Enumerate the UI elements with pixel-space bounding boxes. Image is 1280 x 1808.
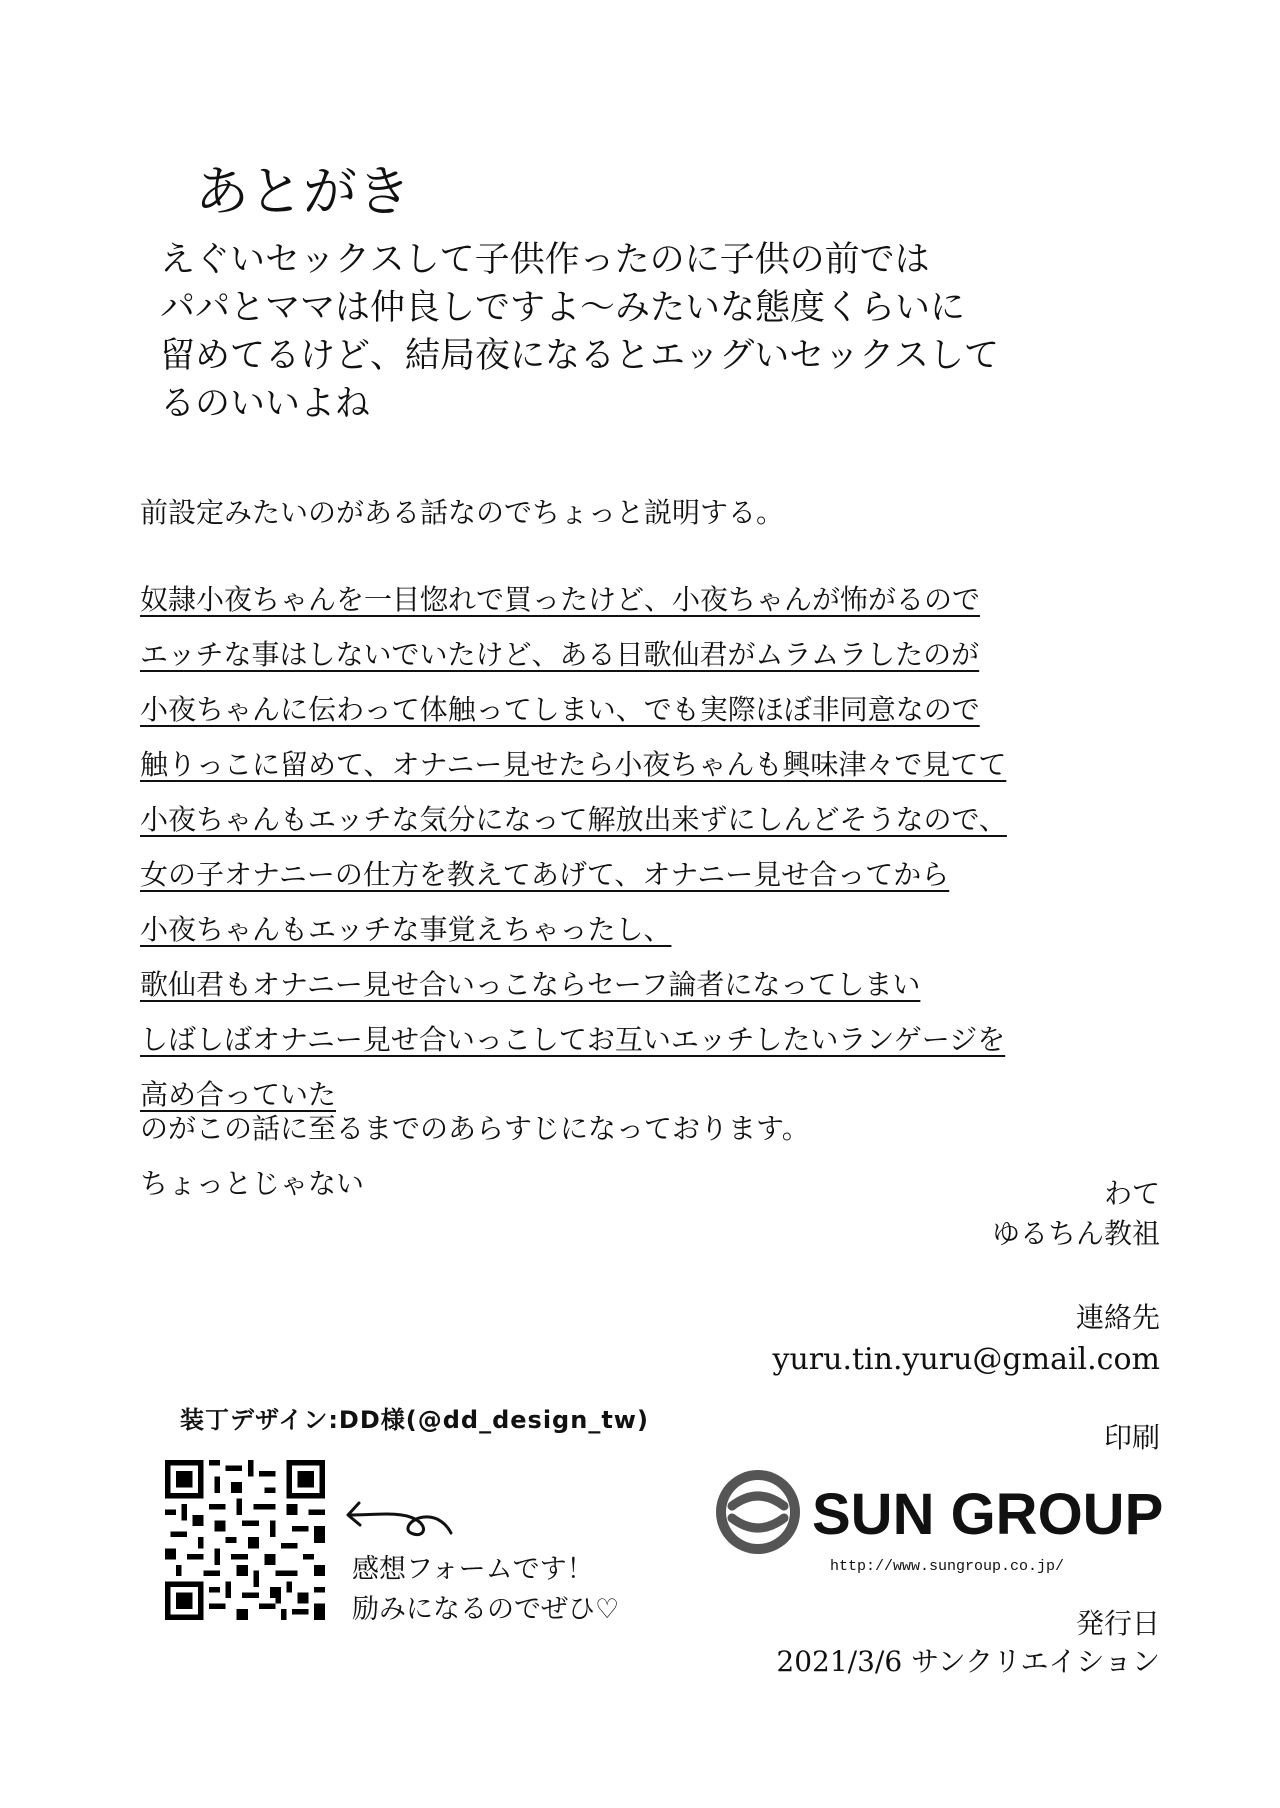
intro-paragraph xyxy=(160,236,999,428)
story-line: エッチな事はしないでいたけど、ある日歌仙君がムラムラしたのが xyxy=(140,638,980,671)
author-line-1: わて xyxy=(1103,1177,1160,1210)
publish-date-label: 発行日 xyxy=(1075,1607,1160,1640)
intro-line: パパとママは仲良しですよ〜みたいな態度くらいに xyxy=(160,288,966,328)
story-line: 触りっこに留めて、オナニー見せたら小夜ちゃんも興味津々で見てて xyxy=(140,748,1007,781)
printer-url[interactable]: http://www.sungroup.co.jp/ xyxy=(830,1558,1065,1575)
story-paragraph xyxy=(140,578,1007,1128)
feedback-form-note xyxy=(352,1550,619,1630)
closing-line: ちょっとじゃない xyxy=(140,1167,365,1200)
closing-line: のがこの話に至るまでのあらすじになっております。 xyxy=(140,1112,810,1145)
story-line: 奴隷小夜ちゃんを一目惚れで買ったけど、小夜ちゃんが怖がるので xyxy=(140,583,981,616)
story-line: 小夜ちゃんもエッチな事覚えちゃったし、 xyxy=(140,913,672,946)
intro-line: えぐいセックスして子供作ったのに子供の前では xyxy=(160,240,930,280)
story-line: 小夜ちゃんに伝わって体触ってしまい、でも実際ほぼ非同意なので xyxy=(140,693,980,726)
sun-group-logo-text: SUN GROUP xyxy=(812,1482,1164,1547)
story-line: 高め合っていた xyxy=(140,1078,337,1111)
story-line: 女の子オナニーの仕方を教えてあげて、オナニー見せ合ってから xyxy=(140,858,950,891)
publish-date-value: 2021/3/6 サンクリエイション xyxy=(776,1645,1160,1678)
sun-group-logo-icon xyxy=(712,1462,1172,1580)
story-line: 小夜ちゃんもエッチな気分になって解放出来ずにしんどそうなので、 xyxy=(140,803,1007,836)
intro-line: るのいいよね xyxy=(160,384,371,424)
intro-line: 留めてるけど、結局夜になるとエッグいセックスして xyxy=(160,336,999,376)
closing-paragraph xyxy=(140,1107,810,1217)
lead-sentence: 前設定みたいのがある話なのでちょっと説明する。 xyxy=(140,496,785,529)
contact-label: 連絡先 xyxy=(1075,1301,1160,1334)
curly-arrow-icon xyxy=(345,1493,455,1543)
design-credit: 装丁デザイン:DD様(@dd_design_tw) xyxy=(180,1406,649,1434)
contact-email[interactable]: yuru.tin.yuru@gmail.com xyxy=(772,1342,1160,1377)
qr-code-icon[interactable] xyxy=(165,1460,325,1620)
story-line: 歌仙君もオナニー見せ合いっこならセーフ論者になってしまい xyxy=(140,968,921,1001)
story-line: しばしばオナニー見せ合いっこしてお互いエッチしたいランゲージを xyxy=(140,1023,1006,1056)
form-line: 励みになるのでぜひ♡ xyxy=(352,1594,620,1625)
printer-label: 印刷 xyxy=(1103,1421,1160,1454)
form-line: 感想フォームです！ xyxy=(352,1554,594,1585)
page-title: あとがき xyxy=(195,160,411,223)
author-name: ゆるちん教祖 xyxy=(991,1217,1160,1250)
